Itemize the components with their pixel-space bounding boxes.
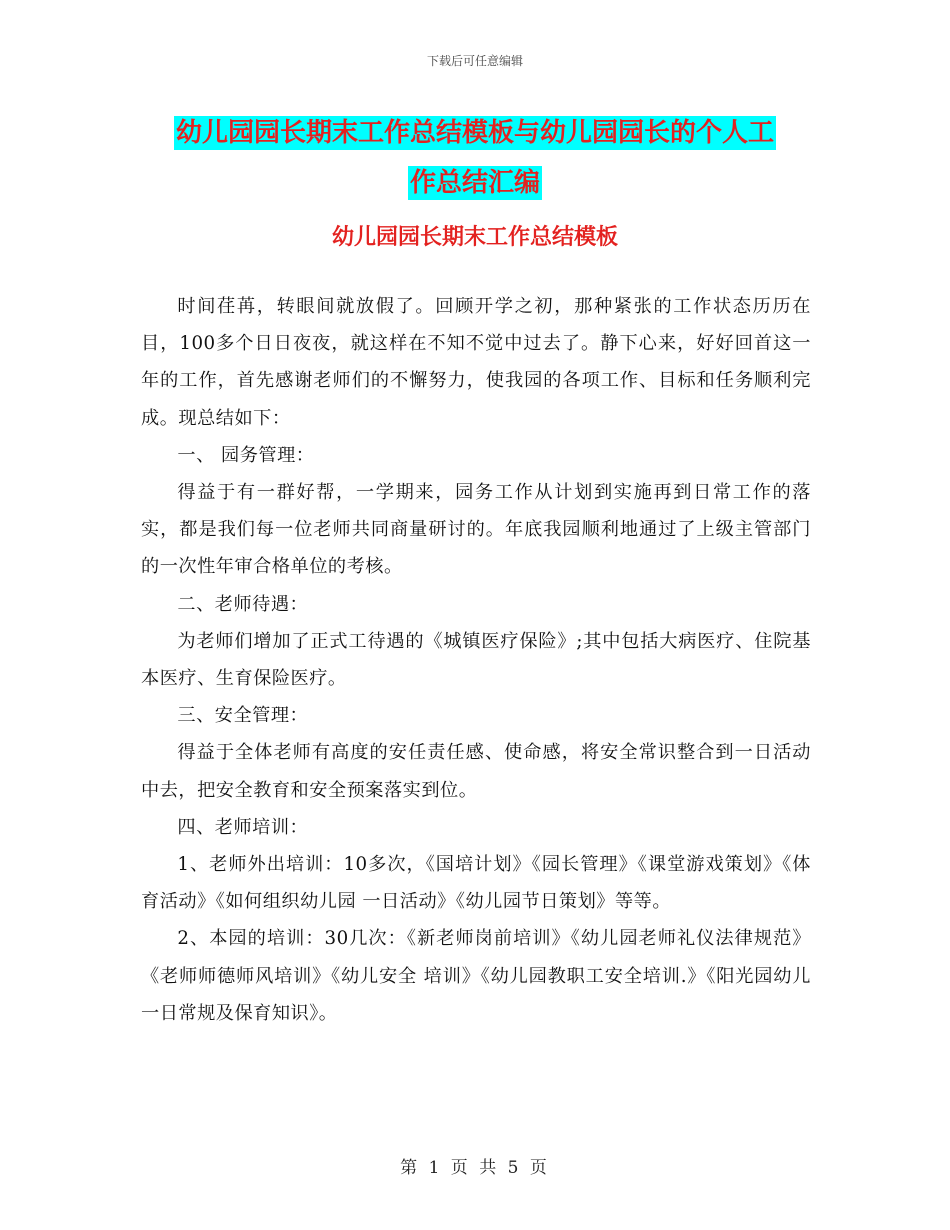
paragraph-safety-management: 得益于全体老师有高度的安任责任感、使命感，将安全常识整合到一日活动中去，把安全教育和安全预案落实到位。 [141,742,811,801]
document-body [141,288,811,1032]
paragraph-intro: 时间荏苒，转眼间就放假了。回顾开学之初，那种紧张的工作状态历历在目，100多个日日夜夜，就这样在不知不觉中过去了。静下心来，好好回首这一年的工作，首先感谢老师们的不懈努力，使我园的各项工作、目标和任务顺利完成。现总结如下： [141,296,811,429]
document-title [140,108,810,208]
heading-campus-management: 一、 园务管理： [177,444,315,466]
header-note: 下载后可任意编辑 [426,54,523,68]
document-title-line-1: 幼儿园园长期末工作总结模板与幼儿园园长的个人工 [175,118,774,148]
paragraph-internal-training: 2、本园的培训：30几次：《新老师岗前培训》《幼儿园老师礼仪法律规范》《老师师德师风培训》《幼儿安全 培训》《幼儿园教职工安全培训.》《阳光园幼儿一日常规及保育知识》。 [141,928,811,1024]
heading-teacher-training: 四、老师培训： [177,816,309,838]
paragraph-external-training: 1、老师外出培训：10多次，《国培计划》《园长管理》《课堂游戏策划》《体育活动》《如何组织幼儿园 一日活动》《幼儿园节日策划》等等。 [141,854,811,913]
paragraph-teacher-benefits: 为老师们增加了正式工待遇的《城镇医疗保险》;其中包括大病医疗、住院基本医疗、生育保险医疗。 [141,630,811,690]
heading-safety-management: 三、安全管理： [177,705,309,727]
page-footer: 第 1 页 共 5 页 [400,1158,550,1178]
document-title-line-2: 作总结汇编 [409,168,540,198]
paragraph-campus-management: 得益于有一群好帮，一学期来，园务工作从计划到实施再到日常工作的落实，都是我们每一位老师共同商量研讨的。年底我园顺利地通过了上级主管部门的一次性年审合格单位的考核。 [141,482,811,578]
heading-teacher-benefits: 二、老师待遇： [177,593,309,615]
section-title: 幼儿园园长期末工作总结模板 [331,224,618,250]
